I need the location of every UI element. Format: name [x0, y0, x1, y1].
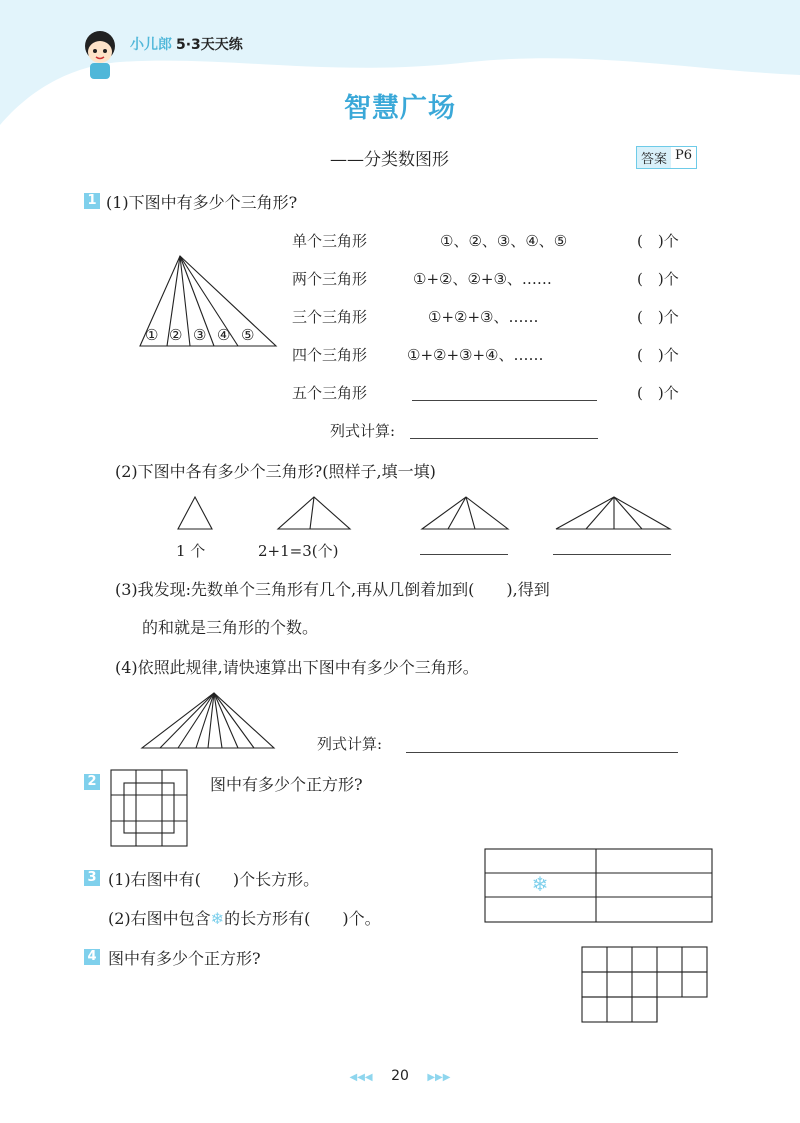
- row-answer-blank[interactable]: ( )个: [637, 346, 679, 364]
- row-label: 单个三角形: [292, 232, 368, 250]
- row-label: 四个三角形: [292, 346, 368, 364]
- row-content-blank[interactable]: [412, 400, 597, 401]
- row-answer-blank[interactable]: ( )个: [637, 270, 679, 288]
- snowflake-icon: ❄: [210, 909, 225, 928]
- q3-part2-prefix: (2)右图中包含: [108, 909, 211, 928]
- q3-part2-suffix: 的长方形有( )个。: [224, 909, 381, 928]
- page-footer: [0, 1068, 800, 1084]
- q2-square-figure: [110, 769, 190, 849]
- example-answer-1: 1 个: [176, 542, 206, 560]
- row-answer-blank[interactable]: ( )个: [637, 308, 679, 326]
- question-number-4: 4: [84, 949, 100, 965]
- page-title: 智慧广场: [344, 93, 456, 124]
- question-number-2: 2: [84, 774, 100, 790]
- row-content: ①+②、②+③、……: [413, 270, 552, 288]
- brand: [130, 34, 243, 54]
- answer-reference[interactable]: [636, 146, 697, 169]
- tri-label: ①: [145, 326, 159, 344]
- answer-label: 答案: [637, 147, 671, 168]
- q3-part2: [108, 906, 381, 929]
- answer-page: P6: [675, 148, 693, 163]
- question-number-1: 1: [84, 193, 100, 209]
- row-label: 五个三角形: [292, 384, 368, 402]
- tri-label: ③: [193, 326, 207, 344]
- q3-part1: (1)右图中有( )个长方形。: [108, 870, 320, 889]
- example-answer-2: 2+1=3(个): [258, 542, 339, 560]
- row-label: 两个三角形: [292, 270, 368, 288]
- q1-part4-prompt: (4)依照此规律,请快速算出下图中有多少个三角形。: [115, 658, 479, 677]
- calc-label: 列式计算:: [330, 422, 396, 440]
- q3-rectangle-figure: [484, 848, 714, 924]
- question-number-3: 3: [84, 870, 100, 886]
- calc-answer-line[interactable]: [410, 438, 598, 439]
- brand-series: 5·3天天练: [176, 37, 243, 53]
- row-content: ①、②、③、④、⑤: [440, 232, 568, 250]
- row-content: ①+②+③+④、……: [407, 346, 544, 364]
- row-label: 三个三角形: [292, 308, 368, 326]
- figure4-answer-line[interactable]: [553, 554, 671, 555]
- row-answer-blank[interactable]: ( )个: [637, 384, 679, 402]
- tri-label: ④: [217, 326, 231, 344]
- mascot-boy-icon: [78, 26, 122, 82]
- snowflake-icon: ❄: [531, 872, 549, 896]
- calc-label-2: 列式计算:: [317, 735, 383, 753]
- brand-logo: 小儿郎: [130, 37, 172, 53]
- tri-label: ②: [169, 326, 183, 344]
- tri-label: ⑤: [241, 326, 255, 344]
- q1-part2-figures: [170, 493, 680, 538]
- calc-answer-line-2[interactable]: [406, 752, 678, 753]
- row-content: ①+②+③、……: [428, 308, 539, 326]
- q4-square-grid-figure: [581, 946, 711, 1024]
- q1-part2-prompt: (2)下图中各有多少个三角形?(照样子,填一填): [115, 462, 436, 481]
- q1-part3-line2: 的和就是三角形的个数。: [142, 618, 319, 637]
- q2-prompt: 图中有多少个正方形?: [210, 775, 363, 794]
- q1-part1-prompt: (1)下图中有多少个三角形?: [106, 193, 298, 212]
- left-arrows-icon: ◀◀◀: [349, 1072, 373, 1083]
- page-number: 20: [391, 1068, 409, 1084]
- q1-part3-line1: (3)我发现:先数单个三角形有几个,再从几倒着加到( ),得到: [115, 580, 550, 599]
- page-subtitle: ——分类数图形: [330, 150, 449, 170]
- figure3-answer-line[interactable]: [420, 554, 508, 555]
- q4-prompt: 图中有多少个正方形?: [108, 949, 261, 968]
- q1-triangle-figure: [138, 252, 278, 350]
- right-arrows-icon: ▶▶▶: [427, 1072, 451, 1083]
- q1-part4-figure: [138, 690, 278, 752]
- row-answer-blank[interactable]: ( )个: [637, 232, 679, 250]
